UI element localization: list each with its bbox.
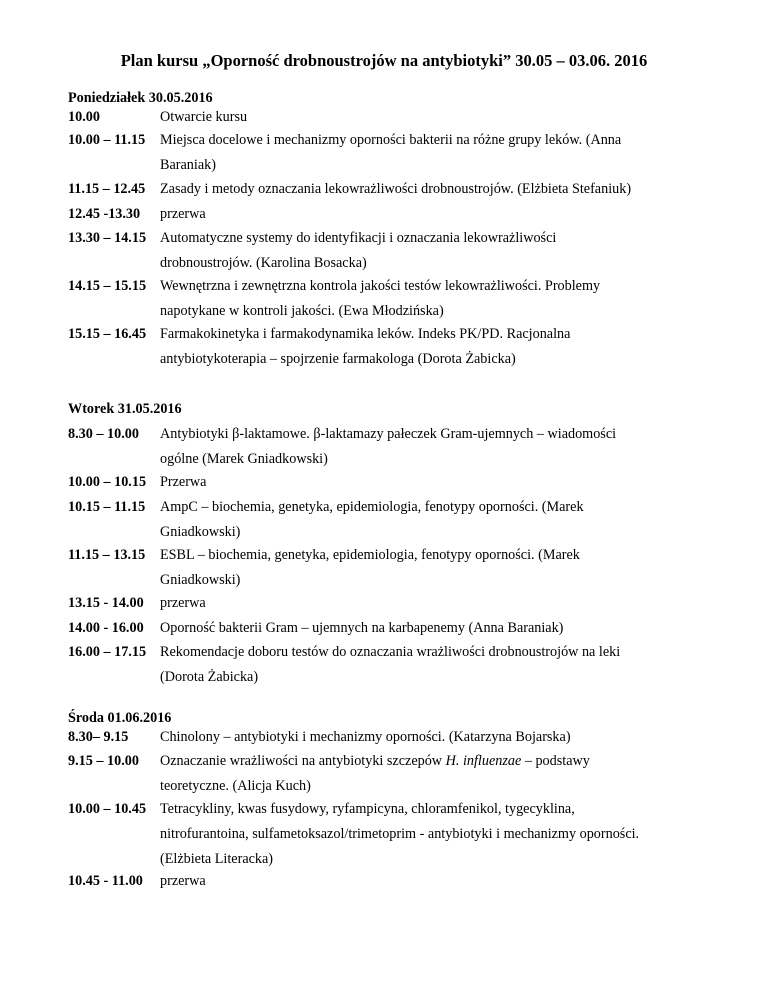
session-line-text: Oznaczanie wrażliwości na antybiotyki szczepów <box>160 753 446 769</box>
session-description <box>160 474 720 491</box>
session-line: ogólne (Marek Gniadkowski) <box>160 451 328 467</box>
day-heading-wednesday: Środa 01.06.2016 <box>68 710 172 726</box>
session-description <box>160 801 720 868</box>
session-line: Tetracykliny, kwas fusydowy, ryfampicyna, chloramfenikol, tygecyklina, <box>160 801 575 817</box>
session-line: drobnoustrojów. (Karolina Bosacka) <box>160 255 367 271</box>
session-description <box>160 644 720 686</box>
session-line: przerwa <box>160 873 206 889</box>
session-time: 10.45 - 11.00 <box>68 873 143 889</box>
session-line: AmpC – biochemia, genetyka, epidemiologia, fenotypy oporności. (Marek <box>160 499 584 515</box>
session-line: Przerwa <box>160 474 207 490</box>
session-line: ESBL – biochemia, genetyka, epidemiologia, fenotypy oporności. (Marek <box>160 547 580 563</box>
session-time: 8.30 – 10.00 <box>68 426 139 442</box>
session-line: Antybiotyki β-laktamowe. β-laktamazy pałeczek Gram-ujemnych – wiadomości <box>160 426 617 442</box>
session-description <box>160 595 720 612</box>
session-time: 13.30 – 14.15 <box>68 230 147 246</box>
session-description <box>160 426 720 468</box>
session-time: 11.15 – 12.45 <box>68 181 146 197</box>
session-description <box>160 132 720 174</box>
session-description <box>160 873 720 890</box>
session-line: Baraniak) <box>160 157 216 173</box>
session-line: (Dorota Żabicka) <box>160 669 259 685</box>
session-line <box>160 753 720 770</box>
session-description <box>160 181 720 198</box>
session-time: 10.00 <box>68 109 100 125</box>
session-time: 14.00 - 16.00 <box>68 620 144 636</box>
session-description <box>160 620 720 637</box>
session-line: Wewnętrzna i zewnętrzna kontrola jakości testów lekowrażliwości. Problemy <box>160 278 601 294</box>
session-description <box>160 753 720 795</box>
session-line: Rekomendacje doboru testów do oznaczania wrażliwości drobnoustrojów na leki <box>160 644 621 660</box>
session-line: Chinolony – antybiotyki i mechanizmy oporności. (Katarzyna Bojarska) <box>160 729 571 745</box>
session-description <box>160 547 720 589</box>
session-description <box>160 729 720 746</box>
session-time: 15.15 – 16.45 <box>68 326 147 342</box>
session-description <box>160 499 720 541</box>
session-line: Oporność bakterii Gram – ujemnych na karbapenemy (Anna Baraniak) <box>160 620 564 636</box>
session-description <box>160 230 720 272</box>
session-description <box>160 278 720 320</box>
session-time: 10.00 – 10.15 <box>68 474 147 490</box>
document-title: Plan kursu „Oporność drobnoustrojów na antybiotyki” 30.05 – 03.06. 2016 <box>120 51 648 70</box>
session-line: Otwarcie kursu <box>160 109 248 125</box>
session-line: napotykane w kontroli jakości. (Ewa Młodzińska) <box>160 303 444 319</box>
session-description <box>160 326 720 368</box>
session-line: Gniadkowski) <box>160 572 241 588</box>
session-line: antybiotykoterapia – spojrzenie farmakologa (Dorota Żabicka) <box>160 351 516 367</box>
day-heading-tuesday: Wtorek 31.05.2016 <box>68 401 182 417</box>
session-line: Farmakokinetyka i farmakodynamika leków. Indeks PK/PD. Racjonalna <box>160 326 571 342</box>
session-description <box>160 206 720 223</box>
session-line: Automatyczne systemy do identyfikacji i oznaczania lekowrażliwości <box>160 230 557 246</box>
day-heading-monday: Poniedziałek 30.05.2016 <box>68 90 213 106</box>
session-line: Miejsca docelowe i mechanizmy oporności bakterii na różne grupy leków. (Anna <box>160 132 622 148</box>
session-time: 12.45 -13.30 <box>68 206 141 222</box>
session-description <box>160 109 720 126</box>
session-line: przerwa <box>160 206 206 222</box>
session-time: 10.00 – 11.15 <box>68 132 146 148</box>
session-line: Zasady i metody oznaczania lekowrażliwości drobnoustrojów. (Elżbieta Stefaniuk) <box>160 181 632 197</box>
session-time: 9.15 – 10.00 <box>68 753 139 769</box>
session-time: 8.30– 9.15 <box>68 729 129 745</box>
session-line: teoretyczne. (Alicja Kuch) <box>160 778 311 794</box>
session-time: 14.15 – 15.15 <box>68 278 147 294</box>
session-line: nitrofurantoina, sulfametoksazol/trimetoprim - antybiotyki i mechanizmy oporności. <box>160 826 640 842</box>
session-time: 16.00 – 17.15 <box>68 644 147 660</box>
session-line: przerwa <box>160 595 206 611</box>
session-time: 11.15 – 13.15 <box>68 547 146 563</box>
session-line: Gniadkowski) <box>160 524 241 540</box>
session-time: 10.15 – 11.15 <box>68 499 146 515</box>
session-line: (Elżbieta Literacka) <box>160 851 274 867</box>
session-time: 13.15 - 14.00 <box>68 595 144 611</box>
session-time: 10.00 – 10.45 <box>68 801 147 817</box>
species-name: H. influenzae <box>445 753 522 769</box>
session-line-text: – podstawy <box>521 753 590 769</box>
